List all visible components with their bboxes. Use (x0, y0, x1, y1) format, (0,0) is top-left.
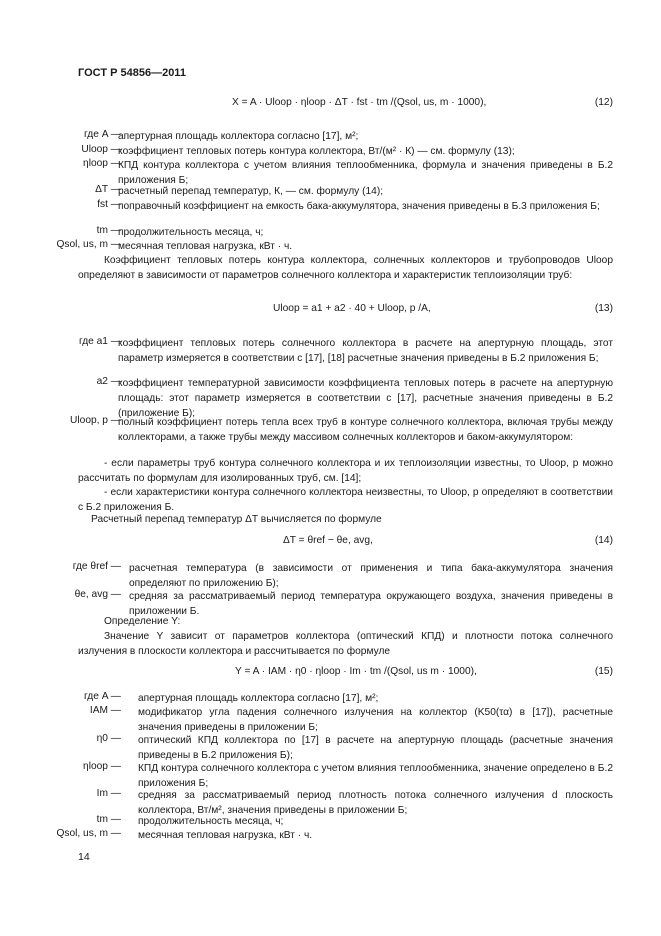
definition-text: оптический КПД коллектора по [17] в расчете на апертурную площадь (расчетные значения приведены в Б.2 приложения Б); (138, 735, 613, 761)
equation-expression: Y = A · IAM · η0 · ηloop · Im · tm /(Qsol, us m · 1000), (235, 666, 477, 677)
definition-symbol: Qsol, us, m — (56, 828, 121, 839)
paragraph: Расчетный перепад температур ΔT вычисляется по формуле (91, 514, 382, 525)
definition-text: апертурная площадь коллектора согласно [17], м²; (118, 131, 359, 142)
page-number: 14 (78, 851, 90, 863)
bullet-item: - если характеристики контура солнечного коллектора неизвестны, то Uloop, p определяют в соответствии с Б.2 приложения Б. (78, 487, 613, 513)
definition-symbol: ΔT — (95, 184, 121, 195)
equation-expression: ΔT = θref − θe, avg, (283, 535, 373, 546)
definition-text: поправочный коэффициент на емкость бака-аккумулятора, значения приведены в Б.3 приложения Б; (118, 201, 600, 212)
equation-number: (12) (594, 97, 613, 108)
equation-number: (13) (594, 303, 613, 314)
definition-text: апертурная площадь коллектора согласно [17], м²; (138, 693, 379, 704)
equation-expression: X = A · Uloop · ηloop · ΔT · fst · tm /(Qsol, us, m · 1000), (232, 97, 487, 108)
definition-symbol: Im — (96, 788, 121, 799)
equation-expression: Uloop = a1 + a2 · 40 + Uloop, p /A, (273, 303, 431, 314)
definition-text: продолжительность месяца, ч; (118, 227, 264, 238)
definition-text: месячная тепловая нагрузка, кВт · ч. (138, 830, 313, 841)
definition-symbol: где a1 — (78, 336, 121, 347)
definition-symbol: fst — (97, 199, 121, 210)
definition-symbol: где θref — (72, 561, 121, 572)
definition-symbol: Uloop — (81, 144, 121, 155)
paragraph: Коэффициент тепловых потерь контура коллектора, солнечных коллекторов и трубопроводов Uloop определяют в зависимости от параметров солнечного коллектора и характеристик теплоизоляции труб: (78, 255, 613, 281)
paragraph: Значение Y зависит от параметров коллектора (оптический КПД) и плотности потока солнечного излучения в плоскости коллектора и рассчитывается по формуле (78, 631, 613, 657)
definition-symbol: где A — (84, 129, 121, 140)
definition-text: коэффициент тепловых потерь контура коллектора, Вт/(м² · К) — см. формулу (13); (118, 146, 515, 157)
equation-number: (14) (594, 535, 613, 546)
standard-header: ГОСТ Р 54856—2011 (78, 67, 186, 79)
definition-symbol: Qsol, us, m — (56, 239, 121, 250)
definition-text: КПД контура коллектора с учетом влияния теплообменника, формула и значения приведены в Б.2 приложения Б; (118, 160, 613, 186)
definition-text: средняя за рассматриваемый период температура окружающего воздуха, значения приведены в приложении Б. (129, 591, 613, 617)
definition-symbol: θe, avg — (74, 589, 121, 600)
definition-text: месячная тепловая нагрузка, кВт · ч. (118, 241, 293, 252)
equation-number: (15) (594, 666, 613, 677)
definition-text: расчетный перепад температур, К, — см. формулу (14); (118, 186, 384, 197)
definition-symbol: Uloop, p — (70, 415, 121, 426)
definition-text: коэффициент тепловых потерь солнечного коллектора в расчете на апертурную площадь, этот параметр измеряется в соответствии с [17], [18] расчетные значения приведены в Б.2 приложения Б; (118, 338, 613, 364)
bullet-item: - если параметры труб контура солнечного коллектора и их теплоизоляции известны, то Uloop, p можно рассчитать по формулам для изолированных труб, см. [14]; (78, 458, 613, 484)
definition-symbol: tm — (96, 814, 121, 825)
definition-text: продолжительность месяца, ч; (138, 816, 284, 827)
definition-symbol: IAM — (89, 705, 121, 716)
definition-symbol: tm — (96, 225, 121, 236)
definition-symbol: a2 — (96, 376, 121, 387)
definition-text: КПД контура солнечного коллектора с учетом влияния теплообменника, значение определено в Б.2 приложения Б; (138, 763, 613, 789)
definition-symbol: η0 — (96, 733, 121, 744)
definition-text: коэффициент температурной зависимости коэффициента тепловых потерь в расчете на апертурную площадь: этот параметр измеряется в соответствии с [17], расчетные значения приведены в Б.2 (приложение Б); (118, 378, 613, 419)
definition-symbol: ηloop — (83, 158, 121, 169)
definition-text: модификатор угла падения солнечного излучения на коллектор (K50(τα) в [17]), расчетные значения приведены в приложении Б; (138, 707, 613, 733)
definition-text: расчетная температура (в зависимости от применения и типа бака-аккумулятора значения определяют по приложению Б); (129, 563, 613, 589)
definition-symbol: ηloop — (83, 761, 121, 772)
definition-text: средняя за рассматриваемый период плотность потока солнечного излучения d плоскость коллектора, Вт/м², значения приведены в приложении Б; (138, 790, 613, 816)
paragraph: Определение Y: (104, 616, 181, 627)
definition-text: полный коэффициент потерь тепла всех труб в контуре солнечного коллектора, включая трубы между коллекторами, а также трубы между массивом солнечных коллекторов и баком-аккумулятором: (118, 417, 613, 443)
definition-symbol: где A — (84, 691, 121, 702)
